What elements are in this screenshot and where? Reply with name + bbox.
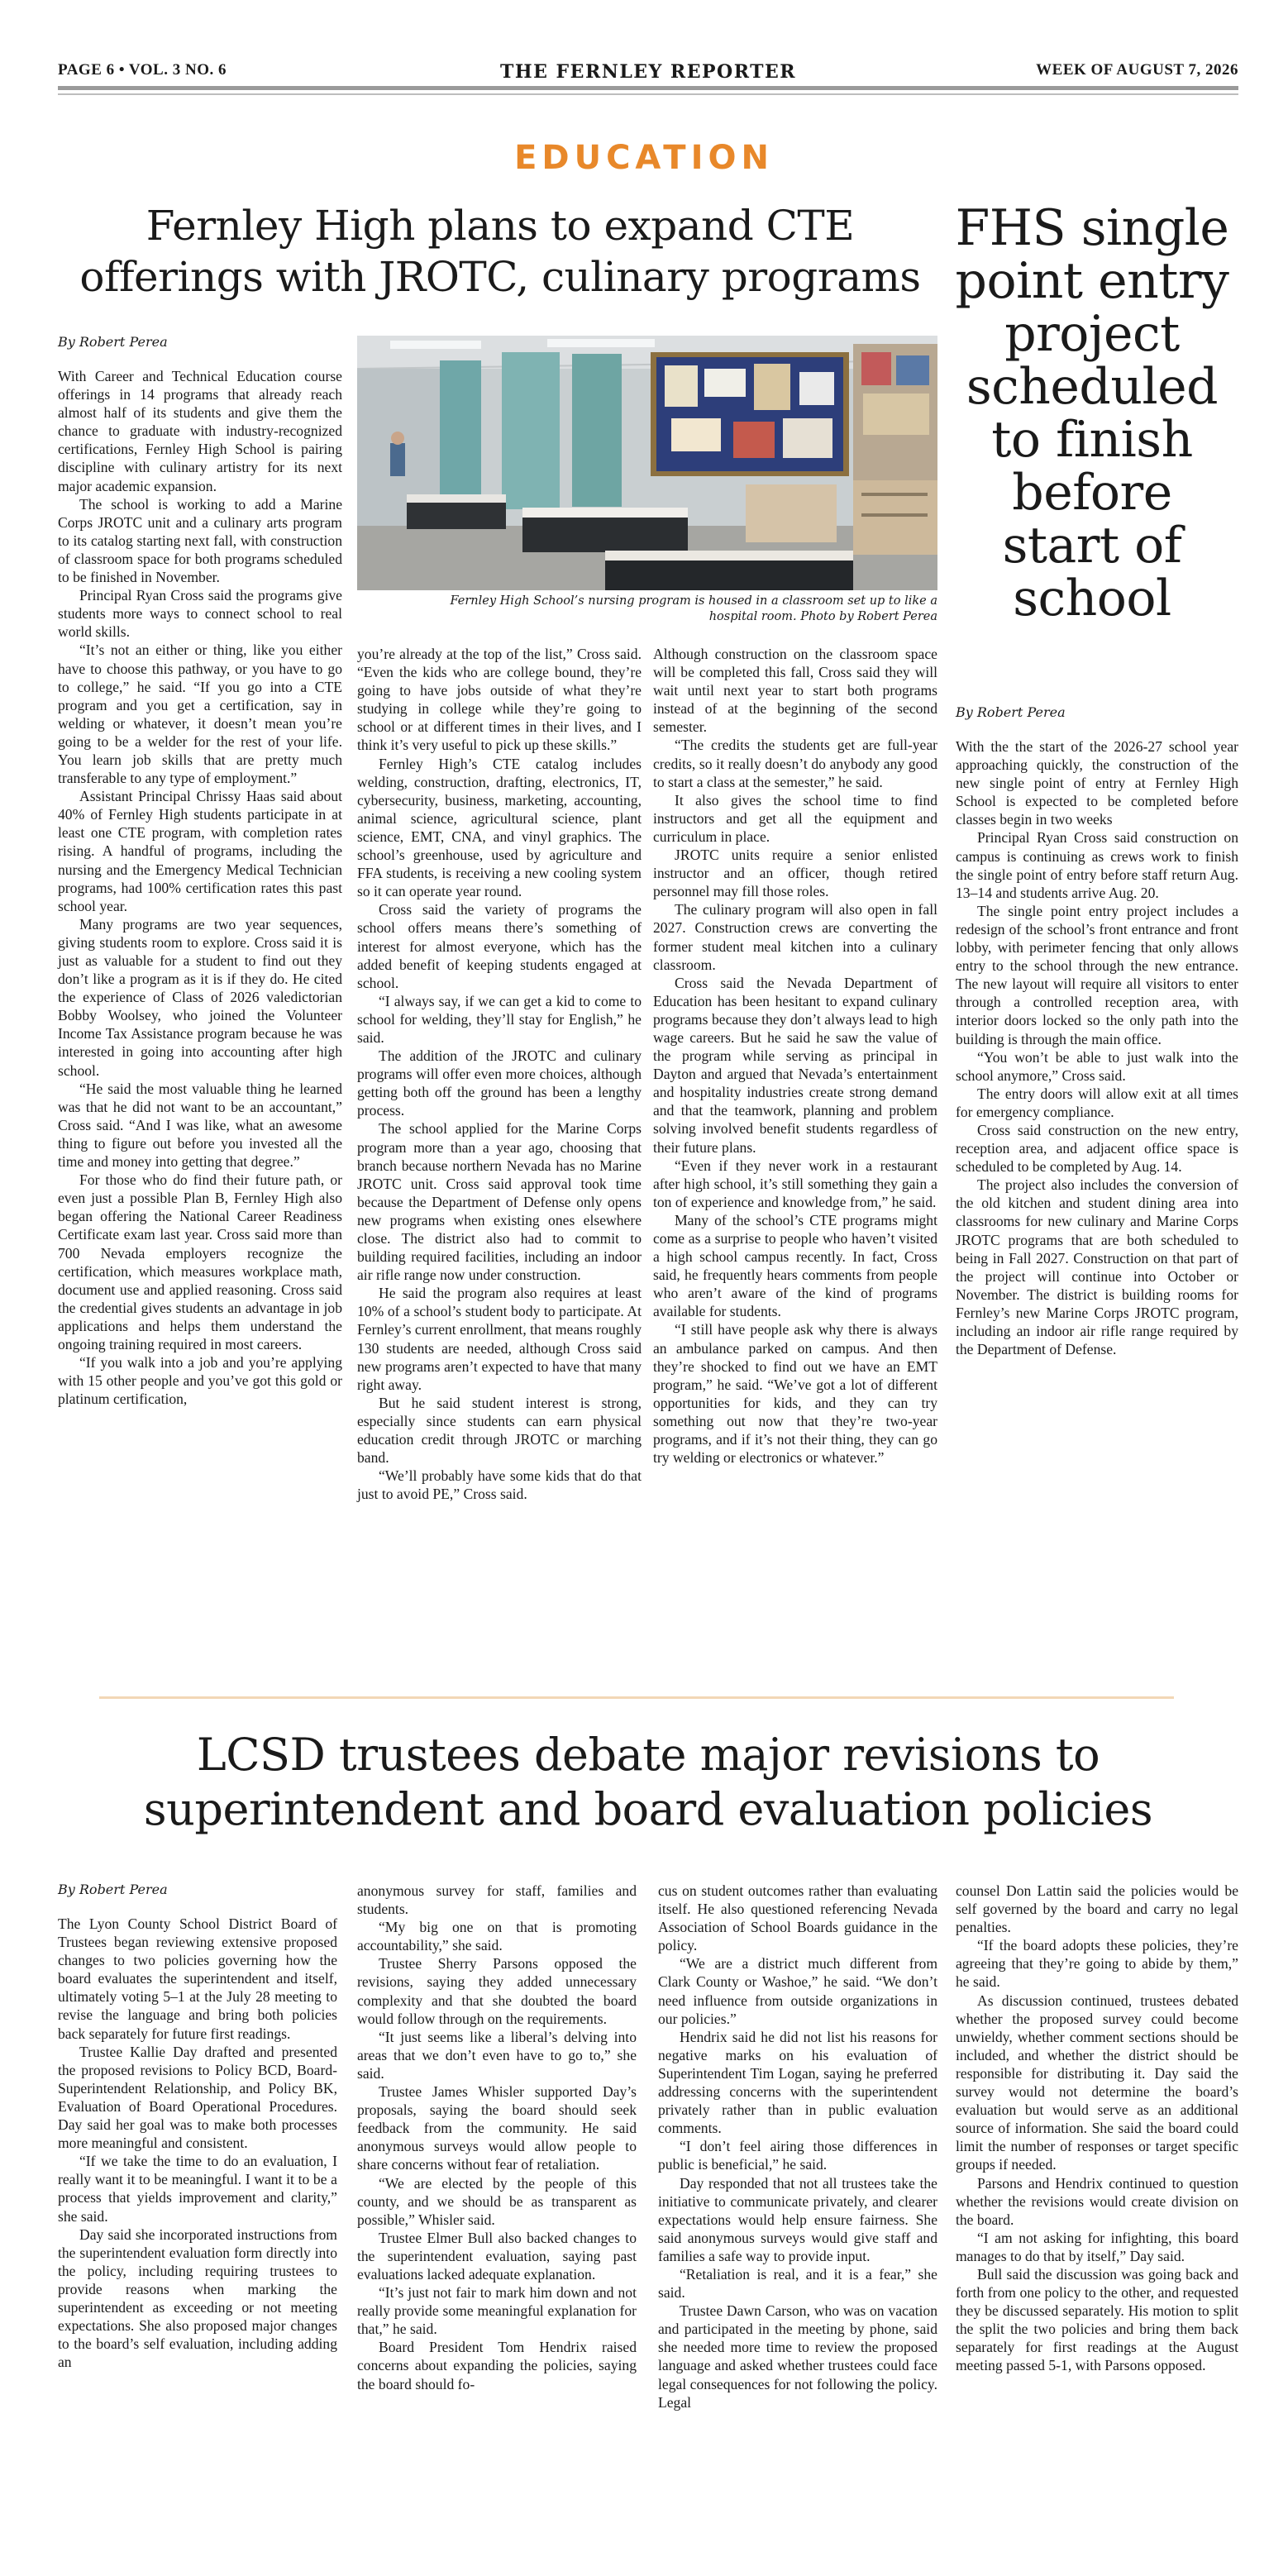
paragraph: “We’ll probably have some kids that do that just to avoid PE,” Cross said. — [357, 1467, 642, 1503]
paragraph: “Even if they never work in a restaurant after high school, it’s still something they gain a ton of experience and knowledge from,” he said. — [653, 1157, 937, 1210]
paragraph: “It’s not an either or thing, like you either have to choose this pathway, or you have to go to college,” he said. “If you go into a CTE program and you get a certification, say in welding or whatever, it doesn’t mean you’re going to be a welder for the rest of your life. You learn job skills that are pretty much transferable to any type of employment.” — [58, 642, 342, 787]
page-header — [58, 61, 1238, 86]
paragraph: Although construction on the classroom space will be completed this fall, Cross said they will wait until next year to start both programs instead of at the beginning of the second semester. — [653, 646, 937, 736]
nursing-classroom-photo — [357, 336, 937, 590]
article2-headline-line: school — [1013, 570, 1171, 627]
paragraph: Bull said the discussion was going back and forth from one policy to the other, and requested they be discussed separately. His motion to split the split the two policies and bring them back separately for first readings at the August meeting passed 5-1, with Parsons opposed. — [956, 2265, 1238, 2374]
paragraph: Trustee James Whisler supported Day’s proposals, saying the board should seek feedback from the community. He said anonymous surveys would allow people to share concerns without fear of retaliation. — [357, 2083, 637, 2173]
paragraph: Board President Tom Hendrix raised concerns about expanding the policies, saying the board should fo- — [357, 2339, 637, 2392]
paragraph: Trustee Dawn Carson, who was on vacation and participated in the meeting by phone, said she needed more time to review the proposed language and asked whether trustees could face legal consequences for not following the policy. Legal — [658, 2302, 937, 2411]
paragraph: But he said student interest is strong, especially since students can earn physical education credit through JROTC or marching band. — [357, 1394, 642, 1467]
article3-byline: By Robert Perea — [58, 1882, 168, 1897]
article2-headline-line: to finish — [991, 411, 1193, 469]
article3-column-2 — [357, 1882, 637, 2393]
header-rule-thin — [58, 93, 1238, 95]
header-rule-thick — [58, 86, 1238, 90]
paragraph: The school applied for the Marine Corps program more than a year ago, choosing that branch because northern Nevada has no Marine JROTC unit. Cross said approval took time because the Department of Defense only opens new programs when existing ones elsewhere close. The district also had to commit to building required facilities, including an indoor air rifle range now under construction. — [357, 1120, 642, 1284]
article1-byline: By Robert Perea — [58, 334, 168, 350]
photo-caption-line: Fernley High School’s nursing program is housed in a classroom set up to like a — [450, 594, 937, 608]
paragraph: “If you walk into a job and you’re applying with 15 other people and you’ve got this gold or platinum certification, — [58, 1354, 342, 1408]
paragraph: “I don’t feel airing those differences in public is beneficial,” he said. — [658, 2138, 937, 2173]
paragraph: “You won’t be able to just walk into the school anymore,” Cross said. — [956, 1048, 1238, 1084]
article3-column-1 — [58, 1915, 337, 2371]
paragraph: Day responded that not all trustees take the initiative to communicate privately, and clearer expectations would help ensure fairness. She said anonymous surveys would give staff and families a safe way to provide input. — [658, 2174, 937, 2264]
paragraph: He said the program also requires at least 10% of a school’s student body to participate. At Fernley’s current enrollment, that means roughly 130 students are needed, although Cross said new programs aren’t expected to have that many right away. — [357, 1285, 642, 1393]
paragraph: “The credits the students get are full-year credits, so it really doesn’t do anybody any good to start a class at the semester,” he said. — [653, 737, 937, 790]
paragraph: JROTC units require a senior enlisted instructor and an officer, though retired personnel may fill those roles. — [653, 847, 937, 900]
paragraph: The school is working to add a Marine Corps JROTC unit and a culinary arts program to its catalog starting next fall, with construction of classroom space for both programs scheduled to be finished in November. — [58, 495, 342, 586]
section-label: EDUCATION — [514, 139, 774, 177]
paragraph: “He said the most valuable thing he learned was that he did not want to be an accountant,” Cross said. “And I was like, what an awesome thing to figure out before you invested all the time and money into getting that degree.” — [58, 1080, 342, 1171]
article2-headline-line: project — [1004, 305, 1180, 363]
paragraph: With the the start of the 2026-27 school year approaching quickly, the construction of the new single point of entry at Fernley High School is expected to be completed before classes begin in two weeks — [956, 738, 1238, 828]
article2-headline — [947, 199, 1237, 627]
article2-headline-line: start of — [1002, 517, 1182, 575]
paragraph: For those who do find their future path, or even just a possible Plan B, Fernley High also began offering the National Career Readiness Certificate exam last year. Cross said more than 700 Nevada employers recognize the certification, which measures workplace math, document use and applied reasoning. Cross said the credential gives students an advantage in job applications and helps them understand the ongoing training required in most careers. — [58, 1171, 342, 1352]
paragraph: Cross said the variety of programs the school offers means there’s something of interest for almost everyone, which has the added benefit of keeping students engaged at school. — [357, 901, 642, 991]
paragraph: you’re already at the top of the list,” Cross said. “Even the kids who are college bound, they’re going to have jobs outside of what they’re studying in college while they’re going to school or at different times in their lives, and I think it’s very useful to pick up these skills.” — [357, 646, 642, 754]
paragraph: It also gives the school time to find instructors and get all the equipment and curriculum in place. — [653, 791, 937, 845]
article2-column — [956, 737, 1238, 1358]
paragraph: Cross said the Nevada Department of Education has been hesitant to expand culinary programs because they don’t always lead to high wage careers. But he said he saw the value of the program while serving as principal in Dayton and argued that Nevada’s entertainment and hospitality industries create strong demand and that the teamwork, planning and problem solving involved benefit students regardless of their future plans. — [653, 974, 937, 1156]
article2-headline-line: before — [1012, 464, 1172, 522]
paragraph: Parsons and Hendrix continued to question whether the revisions would create division on the board. — [956, 2174, 1238, 2228]
publication-title: THE FERNLEY REPORTER — [499, 61, 797, 83]
photo-illustration — [357, 336, 937, 590]
article3-headline — [58, 1728, 1238, 1837]
paragraph: anonymous survey for staff, families and students. — [357, 1882, 637, 1918]
issue-date: WEEK OF AUGUST 7, 2026 — [1036, 61, 1238, 79]
paragraph: “It’s just not fair to mark him down and not really provide some meaningful explanation for that,” he said. — [357, 2284, 637, 2338]
paragraph: Fernley High’s CTE catalog includes welding, construction, drafting, electronics, IT, cybersecurity, business, marketing, accounting, animal science, agricultural science, plant science, EMT, CNA, and vinyl graphics. The school’s greenhouse, used by agriculture and FFA students, is receiving a new cooling system so it can operate year round. — [357, 755, 642, 900]
article1-column-2 — [357, 645, 642, 1503]
paragraph: Principal Ryan Cross said the programs give students more ways to connect school to real world skills. — [58, 587, 342, 641]
article1-column-3 — [653, 645, 937, 1467]
paragraph: Trustee Sherry Parsons opposed the revisions, saying they added unnecessary complexity and that she doubted the board would follow through on the requirements. — [357, 1955, 637, 2027]
paragraph: The Lyon County School District Board of Trustees began reviewing extensive proposed changes to two policies governing how the board evaluates the superintendent and itself, ultimately voting 5–1 at the July 28 meeting to revise the language and bring both policies back separately for future first readings. — [58, 1915, 337, 2042]
article1-column-1 — [58, 367, 342, 1408]
article3-column-3 — [658, 1882, 937, 2411]
article1-headline — [58, 200, 942, 303]
article2-headline-line: point entry — [955, 252, 1229, 310]
paragraph: With Career and Technical Education course offerings in 14 programs that already reach almost half of its students and give them the chance to graduate with industry-recognized certifications, Fernley High School is pairing discipline with culinary artistry for its next major academic expansion. — [58, 368, 342, 494]
paragraph: “I am not asking for infighting, this board manages to do that by itself,” Day said. — [956, 2229, 1238, 2264]
paragraph: Many programs are two year sequences, giving students room to explore. Cross said it is just as valuable for a student to find out they don’t like a program as it is if they do. He cited the experience of Class of 2026 valedictorian Bobby Woolsey, who joined the Volunteer Income Tax Assistance program because he was interested in going into accounting after high school. — [58, 915, 342, 1079]
paragraph: “I always say, if we can get a kid to come to school for welding, they’ll stay for English,” he said. — [357, 992, 642, 1046]
paragraph: Assistant Principal Chrissy Haas said about 40% of Fernley High students participate in at least one CTE program, with completion rates rising. A handful of programs, including the nursing and the Emergency Medical Technician programs, had 100% certification rates this past school year. — [58, 788, 342, 914]
paragraph: Trustee Elmer Bull also backed changes to the superintendent evaluation, saying past evaluations lacked adequate explanation. — [357, 2229, 637, 2283]
paragraph: cus on student outcomes rather than evaluating itself. He also questioned referencing Nevada Association of School Boards guidance in the policy. — [658, 1882, 937, 1954]
paragraph: “We are elected by the people of this county, and we should be as transparent as possible,” Whisler said. — [357, 2174, 637, 2228]
paragraph: The single point entry project includes a redesign of the school’s front entrance and front lobby, with perimeter fencing that only allows entry to the school through the new entrance. The new layout will require all visitors to enter through a controlled reception area, with interior doors locked so the only path into the building is through the main office. — [956, 902, 1238, 1047]
article3-column-4 — [956, 1882, 1238, 2375]
paragraph: “If we take the time to do an evaluation, I really want it to be meaningful. I want it to be a process that yields improvement and clarity,” she said. — [58, 2153, 337, 2225]
article1-headline-line: Fernley High plans to expand CTE — [145, 202, 855, 250]
paragraph: “I still have people ask why there is always an ambulance parked on campus. And then they’re shocked to find out we have an EMT program,” he said. “We’ve got a lot of different opportunities for kids, and they can try something out now that they’re two-year programs, and if it’s not their thing, they can go try welding or electronics or whatever.” — [653, 1321, 937, 1467]
article2-headline-line: FHS single — [955, 199, 1229, 257]
paragraph: The addition of the JROTC and culinary programs will offer even more choices, although getting both off the ground has been a lengthy process. — [357, 1047, 642, 1119]
article-divider — [99, 1696, 1174, 1699]
article2-byline: By Robert Perea — [956, 704, 1066, 720]
paragraph: “We are a district much different from Clark County or Washoe,” he said. “We don’t need influence from outside organizations in our policies.” — [658, 1955, 937, 2027]
paragraph: Principal Ryan Cross said construction on campus is continuing as crews work to finish the single point of entry before staff return Aug. 13–14 and students arrive Aug. 20. — [956, 829, 1238, 901]
paragraph: The project also includes the conversion of the old kitchen and student dining area into classrooms for new culinary and Marine Corps JROTC programs that are both scheduled to being in Fall 2027. Construction on that part of the project will continue into October or November. The district is building rooms for Fernley’s new Marine Corps JROTC program, including an indoor air rifle range required by the Department of Defense. — [956, 1176, 1238, 1358]
paragraph: The entry doors will allow exit at all times for emergency compliance. — [956, 1085, 1238, 1120]
paragraph: counsel Don Lattin said the policies would be self governed by the board and carry no legal penalties. — [956, 1882, 1238, 1936]
paragraph: “Retaliation is real, and it is a fear,” she said. — [658, 2265, 937, 2302]
article3-headline-line: LCSD trustees debate major revisions to — [196, 1729, 1100, 1781]
paragraph: Many of the school’s CTE programs might come as a surprise to people who haven’t visited a high school campus recently. In fact, Cross said, he frequently hears comments from people who aren’t aware of the kind of programs available for students. — [653, 1211, 937, 1320]
photo-caption-line: hospital room. Photo by Robert Perea — [708, 610, 937, 623]
article3-headline-line: superintendent and board evaluation policies — [143, 1783, 1153, 1835]
paragraph: Cross said construction on the new entry, reception area, and adjacent office space is scheduled to be completed by Aug. 14. — [956, 1121, 1238, 1176]
paragraph: “My big one on that is promoting accountability,” she said. — [357, 1919, 637, 1954]
paragraph: As discussion continued, trustees debated whether the proposed survey could become unwieldy, whether comment sections should be included, and whether the district should be responsible for distributing it. Day said the survey would not determine the board’s evaluation but would serve as an additional source of information. She said the board could limit the number of responses or target specific groups if needed. — [956, 1992, 1238, 2173]
paragraph: “If the board adopts these policies, they’re agreeing that they’re going to abide by them,” he said. — [956, 1937, 1238, 1991]
paragraph: Trustee Kallie Day drafted and presented the proposed revisions to Policy BCD, Board-Superintendent Relationship, and Policy BK, Evaluation of Board Operational Procedures. Day said her goal was to make both processes more meaningful and consistent. — [58, 2043, 337, 2152]
photo-caption — [357, 594, 937, 625]
paragraph: “It just seems like a liberal’s delving into areas that we don’t even have to go to,” she said. — [357, 2028, 637, 2082]
article1-headline-line: offerings with JROTC, culinary programs — [79, 253, 921, 301]
paragraph: Hendrix said he did not list his reasons for negative marks on his evaluation of Superintendent Tim Logan, saying he preferred addressing concerns with the superintendent privately rather than in public evaluation comments. — [658, 2028, 937, 2137]
article2-headline-line: scheduled — [966, 358, 1219, 416]
paragraph: The culinary program will also open in fall 2027. Construction crews are converting the former student meal kitchen into a culinary classroom. — [653, 901, 937, 973]
page-volume-info: PAGE 6 • VOL. 3 NO. 6 — [58, 61, 227, 79]
paragraph: Day said she incorporated instructions from the superintendent evaluation form directly into the policy, including requiring trustees to provide reasons when marking the superintendent as exceeding or not meeting expectations. She also proposed major changes to the board’s self evaluation, including adding an — [58, 2225, 337, 2371]
